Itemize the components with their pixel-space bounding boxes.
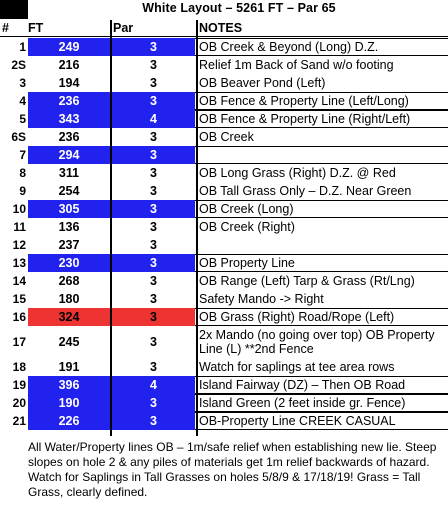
table-row <box>0 308 448 326</box>
hole-par: 3 <box>112 200 195 218</box>
hole-notes: OB Fence & Property Line (Left/Long) <box>195 92 448 110</box>
column-divider-par-left <box>110 20 112 436</box>
page-title: White Layout – 5261 FT – Par 65 <box>142 1 336 15</box>
hole-par: 3 <box>150 58 157 72</box>
table-row <box>0 92 448 110</box>
hole-number: 2S <box>11 58 26 72</box>
hole-notes: OB Creek (Long) <box>195 200 448 218</box>
hole-distance: 305 <box>28 200 110 218</box>
hole-number: 11 <box>13 220 26 234</box>
hole-par: 3 <box>112 394 195 412</box>
hole-number: 6S <box>11 130 26 144</box>
hole-notes: OB Tall Grass Only – D.Z. Near Green <box>199 184 412 198</box>
hole-number: 16 <box>12 310 26 324</box>
hole-distance: 294 <box>28 146 110 164</box>
table-row <box>0 56 448 74</box>
hole-notes: Island Green (2 feet inside gr. Fence) <box>195 394 448 412</box>
column-header-par: Par <box>113 21 134 35</box>
hole-notes: OB Long Grass (Right) D.Z. @ Red <box>199 166 396 180</box>
hole-number: 19 <box>12 378 26 392</box>
hole-par: 3 <box>112 92 195 110</box>
hole-notes: OB-Property Line CREEK CASUAL <box>195 412 448 430</box>
column-header-notes: NOTES <box>199 21 243 35</box>
hole-par: 3 <box>150 360 157 374</box>
hole-par: 3 <box>112 38 195 56</box>
hole-par: 3 <box>150 274 157 288</box>
hole-par: 3 <box>112 412 195 430</box>
hole-par: 3 <box>112 254 195 272</box>
holes-table <box>0 38 448 430</box>
hole-distance: 230 <box>28 254 110 272</box>
hole-distance: 191 <box>58 360 80 374</box>
hole-notes: OB Range (Left) Tarp & Grass (Rt/Lng) <box>199 274 415 288</box>
hole-number: 9 <box>19 184 26 198</box>
hole-notes: Watch for saplings at tee area rows <box>199 360 395 374</box>
hole-number: 10 <box>12 202 26 216</box>
hole-distance: 194 <box>58 76 80 90</box>
hole-notes: OB Fence & Property Line (Right/Left) <box>195 110 448 128</box>
hole-number: 8 <box>19 166 26 180</box>
hole-distance: 216 <box>58 58 80 72</box>
hole-notes: Island Fairway (DZ) – Then OB Road <box>195 376 448 394</box>
column-header-hole: # <box>2 21 9 35</box>
hole-par: 3 <box>150 76 157 90</box>
table-row <box>0 394 448 412</box>
table-row <box>0 164 448 182</box>
hole-distance: 245 <box>58 335 80 349</box>
table-row <box>0 290 448 308</box>
table-row <box>0 254 448 272</box>
hole-number: 12 <box>12 238 26 252</box>
hole-notes <box>195 236 448 254</box>
hole-distance: 136 <box>58 220 80 234</box>
table-row <box>0 38 448 56</box>
table-row <box>0 376 448 394</box>
hole-distance: 396 <box>28 376 110 394</box>
hole-distance: 343 <box>28 110 110 128</box>
hole-number: 14 <box>12 274 26 288</box>
table-row <box>0 200 448 218</box>
hole-notes: OB Beaver Pond (Left) <box>199 76 326 90</box>
hole-number: 4 <box>19 94 26 108</box>
footer-notes: All Water/Property lines OB – 1m/safe relief when establishing new lie. Steep slopes on hole 2 & any piles of materials get 1m relief backwards of hazard. Watch for Saplings in Tall Grasses on holes 5/8/9 & 17/18/19! Grass = Tall Grass, clearly defined. <box>28 440 437 499</box>
hole-distance: 237 <box>58 238 80 252</box>
hole-number: 17 <box>12 335 26 349</box>
hole-par: 4 <box>112 110 195 128</box>
hole-number: 18 <box>12 360 26 374</box>
hole-par: 3 <box>150 130 157 144</box>
hole-number: 21 <box>12 414 26 428</box>
hole-notes: Safety Mando -> Right <box>199 292 324 306</box>
hole-distance: 190 <box>28 394 110 412</box>
table-row <box>0 74 448 92</box>
hole-notes: OB Creek (Right) <box>199 220 295 234</box>
table-row <box>0 110 448 128</box>
hole-number: 5 <box>19 112 26 126</box>
hole-notes: OB Grass (Right) Road/Rope (Left) <box>195 308 448 326</box>
hole-distance: 236 <box>28 92 110 110</box>
hole-number: 7 <box>19 148 26 162</box>
table-row <box>0 218 448 236</box>
hole-distance: 236 <box>58 130 80 144</box>
hole-par: 4 <box>112 376 195 394</box>
hole-distance: 226 <box>28 412 110 430</box>
header-divider <box>0 36 448 37</box>
table-row <box>0 182 448 200</box>
hole-par: 3 <box>150 292 157 306</box>
hole-distance: 268 <box>58 274 80 288</box>
hole-distance: 254 <box>58 184 80 198</box>
hole-number: 20 <box>12 396 26 410</box>
hole-par: 3 <box>112 146 195 164</box>
hole-distance: 180 <box>58 292 80 306</box>
column-header-ft: FT <box>28 21 44 35</box>
hole-distance: 249 <box>28 38 110 56</box>
hole-number: 15 <box>12 292 26 306</box>
hole-notes: Relief 1m Back of Sand w/o footing <box>199 58 394 72</box>
hole-distance: 324 <box>28 308 110 326</box>
hole-par: 3 <box>150 184 157 198</box>
table-row <box>0 146 448 164</box>
table-row <box>0 412 448 430</box>
hole-notes: OB Creek & Beyond (Long) D.Z. <box>195 38 448 56</box>
hole-number: 13 <box>12 256 26 270</box>
table-row <box>0 236 448 254</box>
column-divider-par-right <box>196 20 198 436</box>
hole-distance: 311 <box>58 166 80 180</box>
hole-notes <box>195 146 448 164</box>
hole-par: 3 <box>150 238 157 252</box>
hole-par: 3 <box>112 308 195 326</box>
header-corner-block <box>0 0 28 19</box>
hole-par: 3 <box>150 166 157 180</box>
table-row <box>0 326 448 358</box>
table-row <box>0 128 448 146</box>
hole-notes: OB Creek <box>199 130 254 144</box>
table-row <box>0 358 448 376</box>
hole-par: 3 <box>150 220 157 234</box>
hole-number: 1 <box>19 40 26 54</box>
hole-number: 3 <box>19 76 26 90</box>
hole-par: 3 <box>150 335 157 349</box>
hole-notes: OB Property Line <box>195 254 448 272</box>
table-row <box>0 272 448 290</box>
hole-notes: 2x Mando (no going over top) OB Property Line (L) **2nd Fence <box>199 328 435 356</box>
